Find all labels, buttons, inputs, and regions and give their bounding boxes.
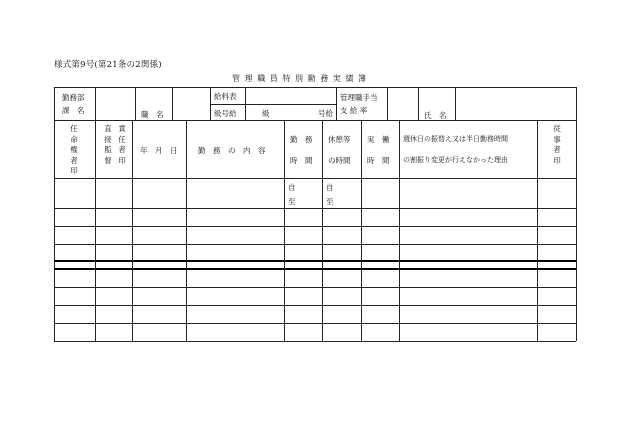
allowance-label-2: 支 給 率 [340,106,368,115]
work-hours-header-1: 勤 務 [290,135,313,144]
grade-unit: 級 [262,109,270,118]
work-content-header: 勤 務 の 内 容 [198,146,266,155]
reason-header-1: 週休日の振替え又は半日勤務時間 [403,135,508,143]
work-hours-header-2: 時 間 [290,156,313,165]
date-header: 年 月 日 [140,146,178,155]
name-label: 氏 名 [424,111,447,120]
appointer-seal-header: 任命権者印 [70,124,78,175]
post-label: 職 名 [141,110,164,119]
allowance-label-1: 管理職手当 [340,93,378,102]
form-number: 様式第9号(第21条の2関係) [54,60,162,70]
break-header-1: 休憩等 [328,135,351,144]
break-from-label: 自 [326,183,334,192]
dept-label-2: 課 名 [62,106,85,115]
break-to-label: 至 [326,197,334,206]
page-title: 管理職員特別勤務実績簿 [232,74,371,83]
work-from-label: 自 [288,183,296,192]
dept-label-1: 勤務部 [62,93,85,102]
reason-header-2: の割振り変更が行えなかった理由 [403,156,508,164]
salary-table-label: 給料表 [214,92,237,101]
actual-hours-header-2: 時 間 [367,156,390,165]
actual-hours-header-1: 実 働 [367,135,390,144]
supervisor-header-col2: 責任者印 [118,124,126,165]
break-header-2: の時間 [328,156,351,165]
work-to-label: 至 [288,197,296,206]
worker-seal-header: 従事者印 [553,124,561,165]
step-unit: 号給 [318,109,333,118]
grade-label: 級号給 [214,109,237,118]
supervisor-header-col1: 直接監督 [104,124,112,165]
